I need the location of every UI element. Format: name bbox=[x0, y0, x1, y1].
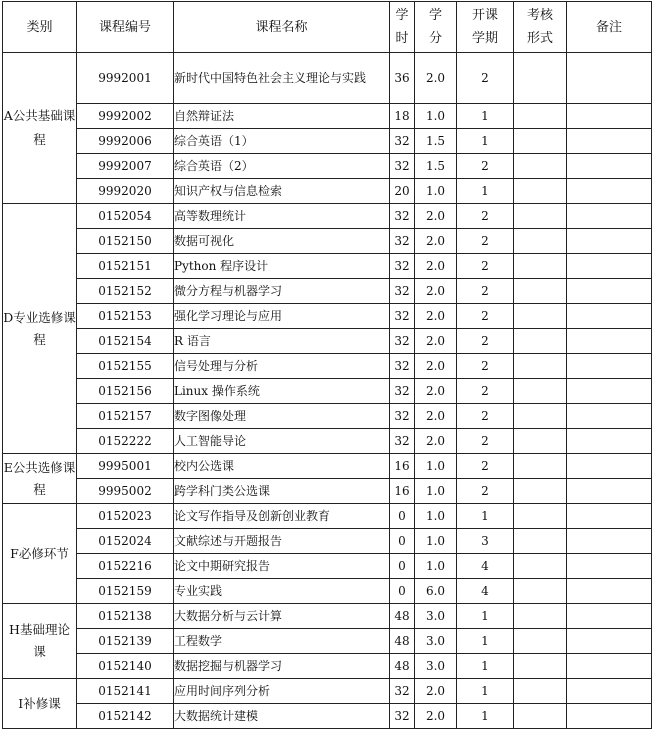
course-name-cell: 应用时间序列分析 bbox=[174, 679, 390, 704]
course-hours-cell: 32 bbox=[390, 279, 415, 304]
course-hours-cell: 32 bbox=[390, 304, 415, 329]
course-exam-cell bbox=[514, 204, 567, 229]
course-code-cell: 0152154 bbox=[77, 329, 174, 354]
course-credits-cell: 2.0 bbox=[415, 429, 457, 454]
course-hours-cell: 32 bbox=[390, 354, 415, 379]
course-remarks-cell bbox=[567, 654, 652, 679]
course-name-cell: 数据挖掘与机器学习 bbox=[174, 654, 390, 679]
course-name-cell: 论文中期研究报告 bbox=[174, 554, 390, 579]
course-code-cell: 0152139 bbox=[77, 629, 174, 654]
course-semester-cell: 2 bbox=[457, 454, 514, 479]
course-hours-cell: 32 bbox=[390, 704, 415, 729]
course-exam-cell bbox=[514, 53, 567, 104]
course-exam-cell bbox=[514, 454, 567, 479]
course-remarks-cell bbox=[567, 679, 652, 704]
course-semester-cell: 3 bbox=[457, 529, 514, 554]
course-code-cell: 9995002 bbox=[77, 479, 174, 504]
course-remarks-cell bbox=[567, 454, 652, 479]
course-credits-cell: 2.0 bbox=[415, 204, 457, 229]
course-credits-cell: 2.0 bbox=[415, 379, 457, 404]
course-credits-cell: 1.0 bbox=[415, 479, 457, 504]
course-code-cell: 9992020 bbox=[77, 179, 174, 204]
course-semester-cell: 1 bbox=[457, 504, 514, 529]
table-row bbox=[3, 304, 652, 329]
course-credits-cell: 1.0 bbox=[415, 104, 457, 129]
course-remarks-cell bbox=[567, 529, 652, 554]
course-credits-cell: 2.0 bbox=[415, 53, 457, 104]
course-remarks-cell bbox=[567, 229, 652, 254]
course-name-cell: Linux 操作系统 bbox=[174, 379, 390, 404]
course-semester-cell: 2 bbox=[457, 229, 514, 254]
course-remarks-cell bbox=[567, 104, 652, 129]
course-exam-cell bbox=[514, 504, 567, 529]
table-row bbox=[3, 404, 652, 429]
table-row bbox=[3, 229, 652, 254]
course-hours-cell: 32 bbox=[390, 154, 415, 179]
table-row bbox=[3, 53, 652, 104]
course-exam-cell bbox=[514, 579, 567, 604]
course-code-cell: 0152216 bbox=[77, 554, 174, 579]
course-hours-cell: 20 bbox=[390, 179, 415, 204]
course-hours-cell: 32 bbox=[390, 229, 415, 254]
table-row bbox=[3, 254, 652, 279]
course-name-cell: 强化学习理论与应用 bbox=[174, 304, 390, 329]
category-cell: I补修课 bbox=[3, 679, 77, 729]
course-code-cell: 0152054 bbox=[77, 204, 174, 229]
course-credits-cell: 2.0 bbox=[415, 704, 457, 729]
course-remarks-cell bbox=[567, 304, 652, 329]
course-code-cell: 0152159 bbox=[77, 579, 174, 604]
course-semester-cell: 2 bbox=[457, 53, 514, 104]
course-remarks-cell bbox=[567, 579, 652, 604]
table-body bbox=[3, 53, 652, 729]
course-credits-cell: 3.0 bbox=[415, 604, 457, 629]
course-name-cell: 综合英语（2） bbox=[174, 154, 390, 179]
course-name-cell: 大数据统计建模 bbox=[174, 704, 390, 729]
table-row bbox=[3, 554, 652, 579]
course-hours-cell: 48 bbox=[390, 604, 415, 629]
table-row bbox=[3, 604, 652, 629]
course-remarks-cell bbox=[567, 404, 652, 429]
course-hours-cell: 0 bbox=[390, 579, 415, 604]
course-hours-cell: 32 bbox=[390, 204, 415, 229]
course-semester-cell: 1 bbox=[457, 629, 514, 654]
course-remarks-cell bbox=[567, 204, 652, 229]
category-cell: F必修环节 bbox=[3, 504, 77, 604]
table-row bbox=[3, 704, 652, 729]
course-semester-cell: 2 bbox=[457, 154, 514, 179]
course-code-cell: 9992007 bbox=[77, 154, 174, 179]
course-exam-cell bbox=[514, 354, 567, 379]
course-semester-cell: 2 bbox=[457, 404, 514, 429]
course-exam-cell bbox=[514, 554, 567, 579]
course-semester-cell: 1 bbox=[457, 604, 514, 629]
course-exam-cell bbox=[514, 129, 567, 154]
course-credits-cell: 2.0 bbox=[415, 354, 457, 379]
course-semester-cell: 1 bbox=[457, 679, 514, 704]
table-row bbox=[3, 679, 652, 704]
course-remarks-cell bbox=[567, 254, 652, 279]
header-exam: 考核形式 bbox=[514, 2, 567, 53]
table-row bbox=[3, 204, 652, 229]
course-hours-cell: 32 bbox=[390, 404, 415, 429]
course-name-cell: 大数据分析与云计算 bbox=[174, 604, 390, 629]
course-name-cell: 论文写作指导及创新创业教育 bbox=[174, 504, 390, 529]
course-name-cell: 高等数理统计 bbox=[174, 204, 390, 229]
course-name-cell: 人工智能导论 bbox=[174, 429, 390, 454]
table-row bbox=[3, 529, 652, 554]
course-semester-cell: 1 bbox=[457, 654, 514, 679]
course-exam-cell bbox=[514, 629, 567, 654]
course-credits-cell: 6.0 bbox=[415, 579, 457, 604]
table-row bbox=[3, 379, 652, 404]
course-semester-cell: 1 bbox=[457, 704, 514, 729]
course-remarks-cell bbox=[567, 279, 652, 304]
course-code-cell: 0152152 bbox=[77, 279, 174, 304]
course-name-cell: 信号处理与分析 bbox=[174, 354, 390, 379]
course-hours-cell: 32 bbox=[390, 329, 415, 354]
course-credits-cell: 1.0 bbox=[415, 529, 457, 554]
course-credits-cell: 1.0 bbox=[415, 504, 457, 529]
course-credits-cell: 2.0 bbox=[415, 254, 457, 279]
course-exam-cell bbox=[514, 529, 567, 554]
course-name-cell: 校内公选课 bbox=[174, 454, 390, 479]
course-code-cell: 0152156 bbox=[77, 379, 174, 404]
course-exam-cell bbox=[514, 654, 567, 679]
course-code-cell: 0152142 bbox=[77, 704, 174, 729]
course-hours-cell: 32 bbox=[390, 254, 415, 279]
table-row bbox=[3, 454, 652, 479]
header-hours: 学时 bbox=[390, 2, 415, 53]
course-hours-cell: 36 bbox=[390, 53, 415, 104]
course-remarks-cell bbox=[567, 154, 652, 179]
course-credits-cell: 1.0 bbox=[415, 554, 457, 579]
course-hours-cell: 0 bbox=[390, 554, 415, 579]
course-semester-cell: 2 bbox=[457, 429, 514, 454]
course-remarks-cell bbox=[567, 554, 652, 579]
course-name-cell: 数据可视化 bbox=[174, 229, 390, 254]
table-row bbox=[3, 504, 652, 529]
course-exam-cell bbox=[514, 279, 567, 304]
header-name: 课程名称 bbox=[174, 2, 390, 53]
course-semester-cell: 2 bbox=[457, 304, 514, 329]
course-remarks-cell bbox=[567, 53, 652, 104]
course-remarks-cell bbox=[567, 629, 652, 654]
course-code-cell: 0152153 bbox=[77, 304, 174, 329]
category-cell: E公共选修课程 bbox=[3, 454, 77, 504]
course-code-cell: 0152151 bbox=[77, 254, 174, 279]
course-credits-cell: 2.0 bbox=[415, 279, 457, 304]
course-name-cell: 跨学科门类公选课 bbox=[174, 479, 390, 504]
course-credits-cell: 1.5 bbox=[415, 129, 457, 154]
course-name-cell: 知识产权与信息检索 bbox=[174, 179, 390, 204]
category-cell: D专业选修课程 bbox=[3, 204, 77, 454]
course-semester-cell: 1 bbox=[457, 179, 514, 204]
table-row bbox=[3, 654, 652, 679]
course-exam-cell bbox=[514, 479, 567, 504]
course-remarks-cell bbox=[567, 504, 652, 529]
course-exam-cell bbox=[514, 679, 567, 704]
course-code-cell: 9992001 bbox=[77, 53, 174, 104]
course-hours-cell: 0 bbox=[390, 504, 415, 529]
table-row bbox=[3, 329, 652, 354]
course-semester-cell: 2 bbox=[457, 479, 514, 504]
table-row bbox=[3, 154, 652, 179]
header-credits: 学分 bbox=[415, 2, 457, 53]
course-hours-cell: 32 bbox=[390, 379, 415, 404]
course-exam-cell bbox=[514, 179, 567, 204]
course-exam-cell bbox=[514, 254, 567, 279]
course-code-cell: 0152141 bbox=[77, 679, 174, 704]
course-remarks-cell bbox=[567, 329, 652, 354]
course-name-cell: 数字图像处理 bbox=[174, 404, 390, 429]
table-row bbox=[3, 354, 652, 379]
course-hours-cell: 16 bbox=[390, 479, 415, 504]
course-hours-cell: 32 bbox=[390, 129, 415, 154]
course-name-cell: 微分方程与机器学习 bbox=[174, 279, 390, 304]
course-credits-cell: 2.0 bbox=[415, 229, 457, 254]
course-code-cell: 0152140 bbox=[77, 654, 174, 679]
course-code-cell: 9992006 bbox=[77, 129, 174, 154]
course-name-cell: 专业实践 bbox=[174, 579, 390, 604]
course-code-cell: 0152157 bbox=[77, 404, 174, 429]
course-remarks-cell bbox=[567, 704, 652, 729]
course-code-cell: 0152222 bbox=[77, 429, 174, 454]
course-remarks-cell bbox=[567, 479, 652, 504]
course-semester-cell: 4 bbox=[457, 554, 514, 579]
course-name-cell: Python 程序设计 bbox=[174, 254, 390, 279]
course-name-cell: 自然辩证法 bbox=[174, 104, 390, 129]
course-remarks-cell bbox=[567, 379, 652, 404]
category-cell: A公共基础课程 bbox=[3, 53, 77, 204]
header-category: 类别 bbox=[3, 2, 77, 53]
course-credits-cell: 1.0 bbox=[415, 179, 457, 204]
header-row bbox=[3, 2, 652, 53]
course-semester-cell: 1 bbox=[457, 104, 514, 129]
course-semester-cell: 2 bbox=[457, 379, 514, 404]
course-code-cell: 0152155 bbox=[77, 354, 174, 379]
course-hours-cell: 32 bbox=[390, 429, 415, 454]
table-row bbox=[3, 429, 652, 454]
course-exam-cell bbox=[514, 304, 567, 329]
table-row bbox=[3, 629, 652, 654]
table-row bbox=[3, 129, 652, 154]
table-row bbox=[3, 104, 652, 129]
course-code-cell: 0152024 bbox=[77, 529, 174, 554]
course-table bbox=[2, 1, 652, 729]
course-exam-cell bbox=[514, 154, 567, 179]
table-row bbox=[3, 479, 652, 504]
course-hours-cell: 48 bbox=[390, 654, 415, 679]
table-row bbox=[3, 279, 652, 304]
course-credits-cell: 2.0 bbox=[415, 329, 457, 354]
course-code-cell: 0152138 bbox=[77, 604, 174, 629]
table-row bbox=[3, 579, 652, 604]
course-hours-cell: 48 bbox=[390, 629, 415, 654]
course-code-cell: 0152023 bbox=[77, 504, 174, 529]
course-credits-cell: 2.0 bbox=[415, 304, 457, 329]
course-code-cell: 9995001 bbox=[77, 454, 174, 479]
course-exam-cell bbox=[514, 704, 567, 729]
course-hours-cell: 18 bbox=[390, 104, 415, 129]
course-code-cell: 0152150 bbox=[77, 229, 174, 254]
course-exam-cell bbox=[514, 404, 567, 429]
course-credits-cell: 2.0 bbox=[415, 679, 457, 704]
course-remarks-cell bbox=[567, 129, 652, 154]
course-semester-cell: 2 bbox=[457, 279, 514, 304]
course-name-cell: 文献综述与开题报告 bbox=[174, 529, 390, 554]
table-row bbox=[3, 179, 652, 204]
course-hours-cell: 0 bbox=[390, 529, 415, 554]
course-remarks-cell bbox=[567, 604, 652, 629]
course-semester-cell: 2 bbox=[457, 254, 514, 279]
header-remarks: 备注 bbox=[567, 2, 652, 53]
course-credits-cell: 2.0 bbox=[415, 404, 457, 429]
course-credits-cell: 3.0 bbox=[415, 654, 457, 679]
course-exam-cell bbox=[514, 429, 567, 454]
course-exam-cell bbox=[514, 329, 567, 354]
course-credits-cell: 1.5 bbox=[415, 154, 457, 179]
course-hours-cell: 16 bbox=[390, 454, 415, 479]
course-exam-cell bbox=[514, 104, 567, 129]
course-remarks-cell bbox=[567, 354, 652, 379]
course-remarks-cell bbox=[567, 179, 652, 204]
course-semester-cell: 1 bbox=[457, 129, 514, 154]
course-credits-cell: 3.0 bbox=[415, 629, 457, 654]
course-name-cell: 工程数学 bbox=[174, 629, 390, 654]
header-semester: 开课学期 bbox=[457, 2, 514, 53]
course-name-cell: 新时代中国特色社会主义理论与实践 bbox=[174, 53, 390, 104]
course-semester-cell: 2 bbox=[457, 204, 514, 229]
course-name-cell: R 语言 bbox=[174, 329, 390, 354]
course-exam-cell bbox=[514, 229, 567, 254]
course-hours-cell: 32 bbox=[390, 679, 415, 704]
course-semester-cell: 2 bbox=[457, 329, 514, 354]
course-semester-cell: 2 bbox=[457, 354, 514, 379]
course-name-cell: 综合英语（1） bbox=[174, 129, 390, 154]
course-code-cell: 9992002 bbox=[77, 104, 174, 129]
course-semester-cell: 4 bbox=[457, 579, 514, 604]
course-remarks-cell bbox=[567, 429, 652, 454]
course-exam-cell bbox=[514, 379, 567, 404]
course-exam-cell bbox=[514, 604, 567, 629]
course-credits-cell: 1.0 bbox=[415, 454, 457, 479]
category-cell: H基础理论课 bbox=[3, 604, 77, 679]
header-code: 课程编号 bbox=[77, 2, 174, 53]
